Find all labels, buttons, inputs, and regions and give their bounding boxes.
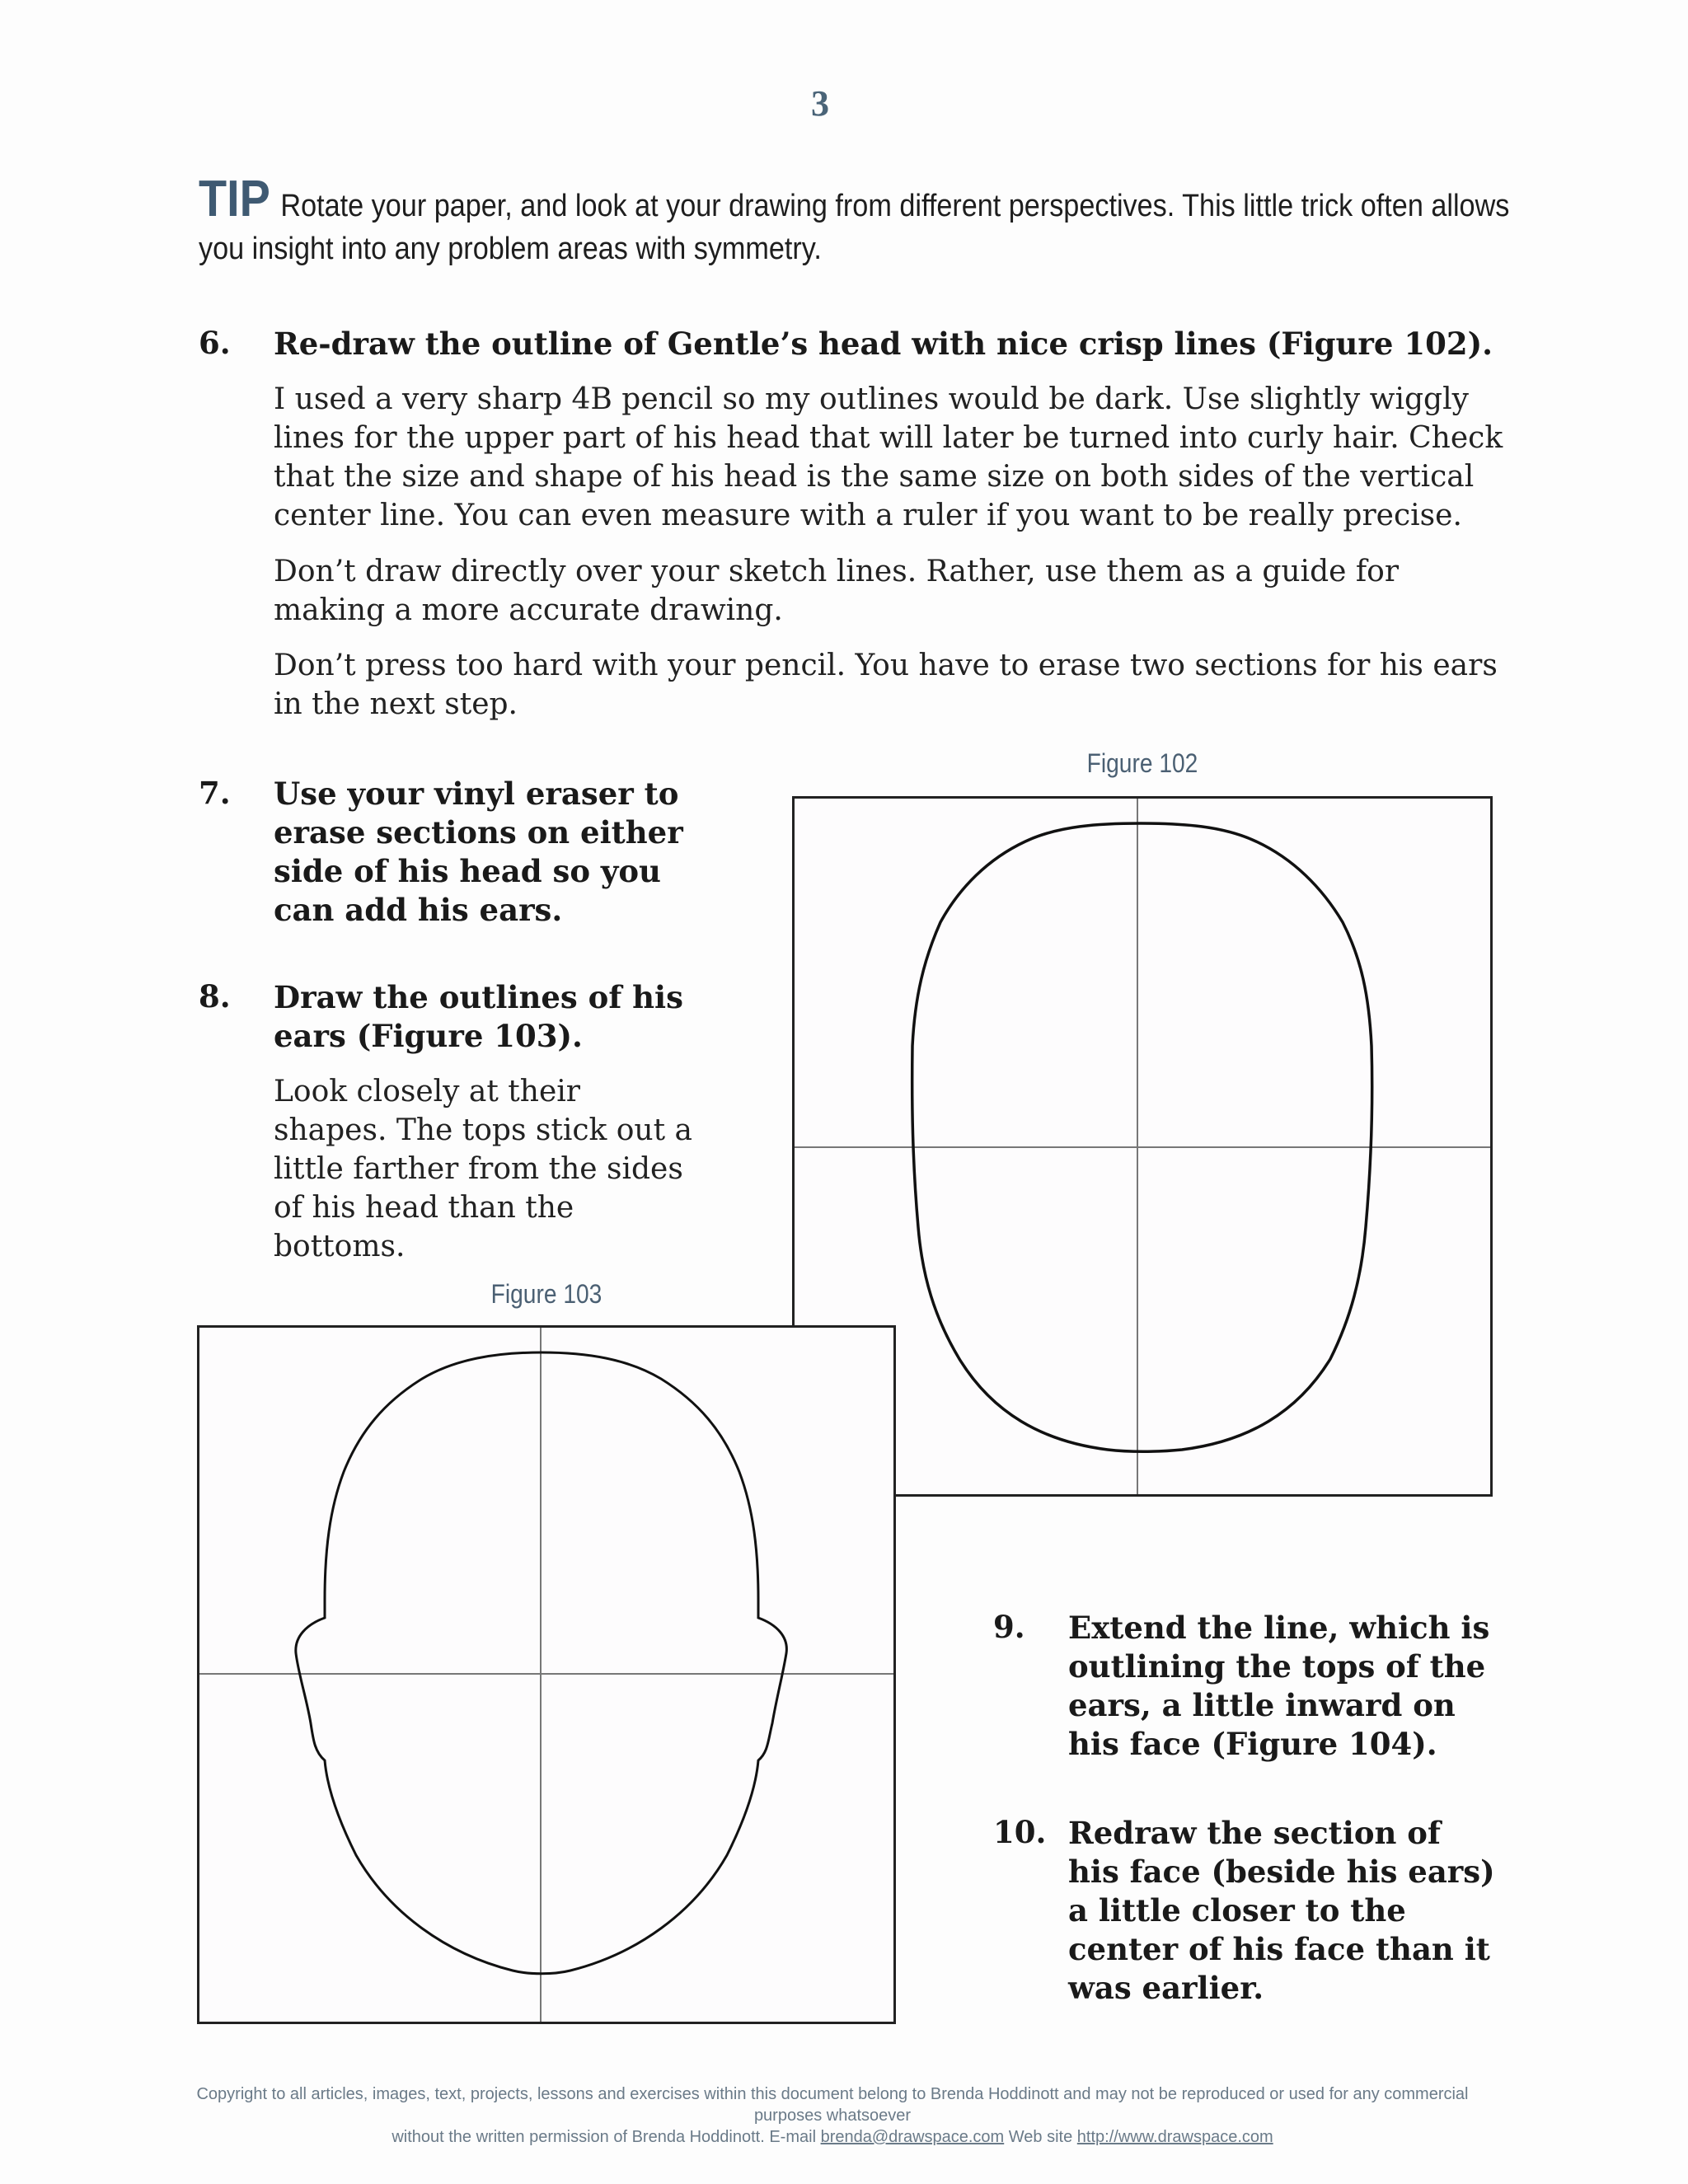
step-7-heading: Use your vinyl eraser to erase sections on either side of his head so you can add his ears.: [274, 776, 683, 928]
figure-103: [197, 1325, 896, 2024]
copyright-footer: [165, 2083, 1500, 2148]
tip-box: [199, 171, 1512, 270]
step-8-heading: Draw the outlines of his ears (Figure 103).: [274, 979, 683, 1054]
copyright-line-2-text: without the written permission of Brenda Hoddinott. E-mail: [392, 2128, 817, 2146]
step-8-paragraph: Look closely at their shapes. The tops stick out a little farther from the sides of his head than the bottoms.: [274, 1075, 692, 1263]
step-10-heading: Redraw the section of his face (beside his ears) a little closer to the center of his face than it was earlier.: [1068, 1815, 1495, 2006]
website-label: Web site: [1008, 2128, 1073, 2146]
step-6-heading: Re-draw the outline of Gentle’s head with nice crisp lines (Figure 102).: [274, 326, 1493, 362]
head-outline-figure-102: [795, 799, 1490, 1494]
email-link[interactable]: brenda@drawspace.com: [820, 2128, 1005, 2146]
figure-102-caption: Figure 102: [1086, 748, 1198, 778]
step-9-heading: Extend the line, which is outlining the tops of the ears, a little inward on his face (Figure 104).: [1068, 1610, 1490, 1762]
step-10-number: 10.: [993, 1814, 1047, 1850]
copyright-line-1: Copyright to all articles, images, text, projects, lessons and exercises within this document belong to Brenda Hoddinott and may not be reproduced or used for any commercial purposes whatsoever: [196, 2085, 1469, 2125]
tip-label: TIP: [199, 171, 270, 227]
step-6-paragraph-2: Don’t draw directly over your sketch lines. Rather, use them as a guide for making a more accurate drawing.: [274, 555, 1400, 627]
step-7-number: 7.: [199, 775, 231, 811]
copyright-line-2: [165, 2126, 1500, 2148]
figure-103-caption: Figure 103: [490, 1279, 603, 1309]
head-with-ears-figure-103: [199, 1328, 893, 2022]
website-link[interactable]: http://www.drawspace.com: [1076, 2128, 1273, 2146]
figure-102: [792, 796, 1493, 1497]
step-6-number: 6.: [199, 325, 231, 361]
tip-text: Rotate your paper, and look at your drawing from different perspectives. This little trick often allows you insight into any problem areas with symmetry.: [199, 189, 1510, 266]
step-6-paragraph-3: Don’t press too hard with your pencil. You have to erase two sections for his ears in the next step.: [274, 649, 1498, 721]
step-9-number: 9.: [993, 1609, 1025, 1645]
page-number: 3: [811, 83, 829, 124]
step-8-number: 8.: [199, 978, 231, 1015]
step-6-paragraph-1: I used a very sharp 4B pencil so my outlines would be dark. Use slightly wiggly lines for the upper part of his head that will later be turned into curly hair. Check that the size and shape of his head is the same size on both sides of the vertical center line. You can even measure with a ruler if you want to be really precise.: [274, 382, 1503, 532]
